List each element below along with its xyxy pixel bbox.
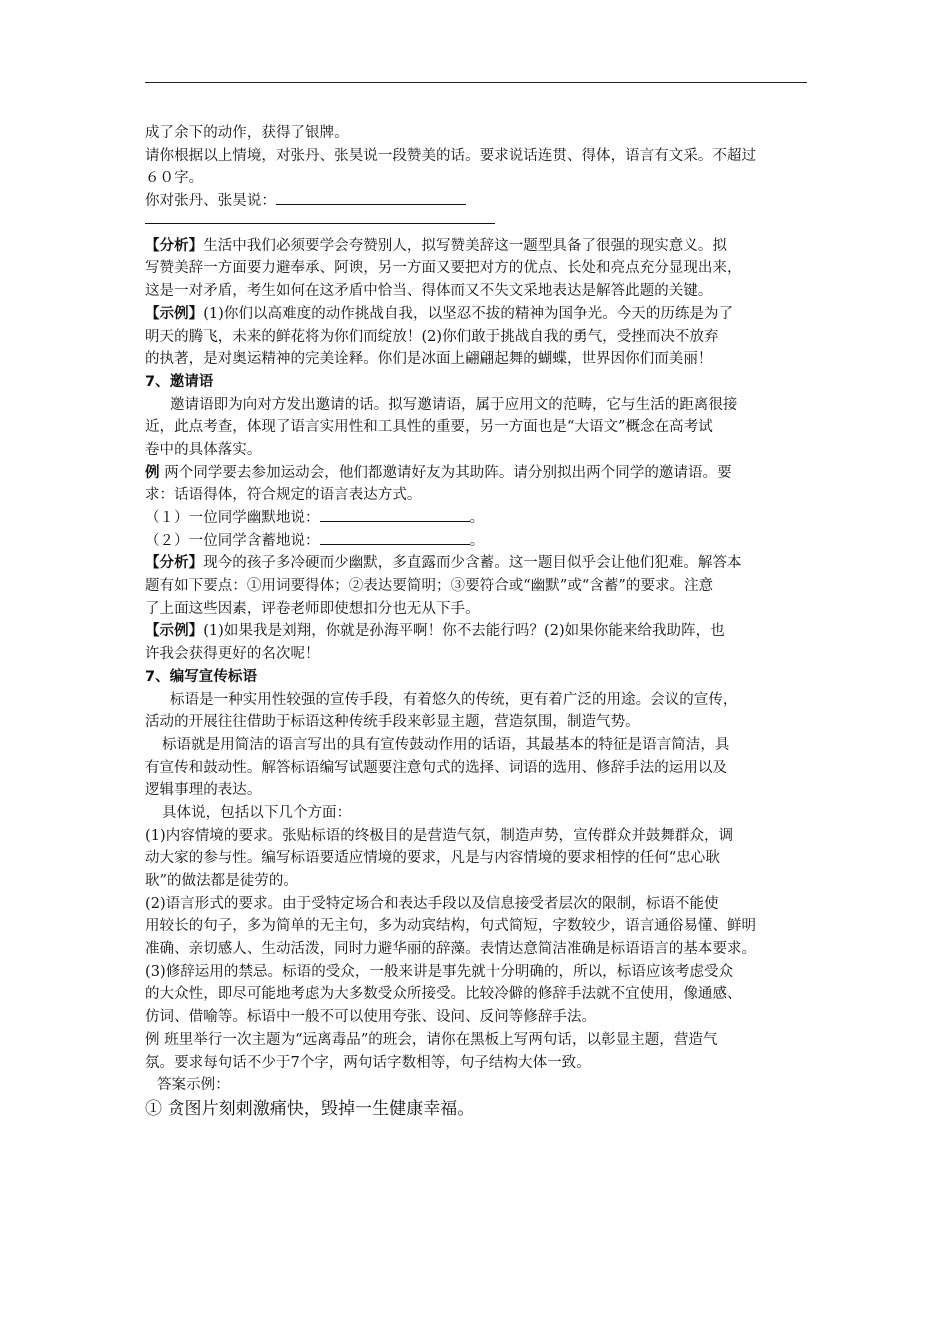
analysis-tag: 【分析】: [145, 236, 204, 254]
answer-blank-line: [145, 223, 495, 224]
answer-label: 答案示例：: [157, 1077, 230, 1094]
answer-example: ① 贪图片刻刺激痛快，毁掉一生健康幸福。: [145, 1098, 475, 1119]
body-line: 动大家的参与性。编写标语要适应情境的要求，凡是与内容情境的要求相悖的任何“忠心耿: [145, 850, 720, 867]
list-item: (1)内容情境的要求。张贴标语的终极目的是营造气氛，制造声势，宣传群众并鼓舞群众，调: [145, 827, 734, 844]
list-item: (2)语言形式的要求。由于受特定场合和表达手段以及信息接受者层次的限制，标语不能使: [145, 895, 719, 912]
body-line: 氛。要求每句话不少于7个字，两句话字数相等，句子结构大体一致。: [145, 1054, 591, 1071]
answer-blank: [320, 530, 470, 545]
section-heading-invitation: 7、邀请语: [145, 373, 214, 390]
example-tag: 【示例】: [145, 622, 204, 640]
body-line: 题有如下要点：①用词要得体；②表达要简明；③要符合或“幽默”或“含蓄”的要求。注意: [145, 578, 714, 595]
question-2-line: （２）一位同学含蓄地说： 。: [145, 530, 809, 553]
body-line: 卷中的具体落实。: [145, 441, 262, 458]
body-line: 活动的开展往往借助于标语这种传统手段来彰显主题，营造氛围，制造气势。: [145, 714, 640, 731]
answer-blank: [276, 190, 466, 205]
body-line: 成了余下的动作，获得了银牌。: [145, 125, 349, 141]
body-line: 这是一对矛盾，考生如何在这矛盾中恰当、得体而又不失文采地表达是解答此题的关键。: [145, 283, 713, 300]
body-line: 有宣传和鼓动性。解答标语编写试题要注意句式的选择、词语的选用、修辞手法的运用以及: [145, 759, 727, 776]
example-question-line: 例 两个同学要去参加运动会，他们都邀请好友为其助阵。请分别拟出两个同学的邀请语。要: [145, 464, 732, 481]
body-line: 许我会获得更好的名次呢！: [145, 646, 320, 663]
body-line: 逻辑事理的表达。: [145, 782, 262, 799]
answer-prompt: 你对张丹、张昊说：: [145, 193, 276, 210]
body-line: 了上面这些因素，评卷老师即使想扣分也无从下手。: [145, 600, 480, 617]
body-line: 准确、亲切感人、生动活泼，同时力避华丽的辞藻。表情达意简洁准确是标语语言的基本要求。: [145, 941, 757, 958]
body-line: 具体说，包括以下几个方面：: [162, 804, 352, 821]
body-line: 标语就是用简洁的语言写出的具有宣传鼓动作用的话语，其最基本的特征是语言简洁，具: [162, 736, 730, 753]
body-line: 仿词、借喻等。标语中一般不可以使用夸张、设问、反问等修辞手法。: [145, 1009, 597, 1026]
analysis-tag: 【分析】: [145, 554, 204, 572]
document-body: [145, 122, 809, 1122]
body-line: 明天的腾飞，未来的鲜花将为你们而绽放！(2)你们敢于挑战自我的勇气，受挫而决不放弃: [145, 328, 719, 345]
example-tag: 例: [145, 464, 160, 481]
body-line: 写赞美辞一方面要力避奉承、阿谀，另一方面又要把对方的优点、长处和亮点充分显现出来，: [145, 260, 742, 277]
section-heading-slogan: 7、编写宣传标语: [145, 668, 257, 685]
example-tag: 【示例】: [145, 304, 204, 322]
body-line: 标语是一种实用性较强的宣传手段，有着悠久的传统，更有着广泛的用途。会议的宣传，: [170, 691, 738, 708]
answer-prompt-line: [145, 190, 809, 213]
body-line: ６０字。: [145, 170, 204, 187]
body-line: 耿”的做法都是徒劳的。: [145, 873, 298, 889]
body-line: 求：话语得体，符合规定的语言表达方式。: [145, 487, 422, 504]
body-line: 的执著，是对奥运精神的完美诠释。你们是冰面上翩翩起舞的蝴蝶，世界因你们而美丽！: [145, 351, 713, 368]
body-line: 近，此点考查，体现了语言实用性和工具性的重要，另一方面也是“大语文”概念在高考试: [145, 419, 713, 436]
body-line: 用较长的句子，多为简单的无主句，多为动宾结构，句式简短，字数较少，语言通俗易懂、鲜明: [145, 918, 757, 935]
analysis-line: 【分析】生活中我们必须要学会夸赞别人，拟写赞美辞这一题型具备了很强的现实意义。拟: [145, 236, 727, 254]
body-line: 邀请语即为向对方发出邀请的话。拟写邀请语，属于应用文的范畴，它与生活的距离很接: [170, 396, 738, 413]
header-rule: [145, 82, 807, 83]
example-line: 【示例】(1)如果我是刘翔，你就是孙海平啊！你不去能行吗？(2)如果你能来给我助阵，也: [145, 622, 725, 640]
body-line: 请你根据以上情境，对张丹、张昊说一段赞美的话。要求说话连贯、得体，语言有文采。不超过: [145, 147, 757, 164]
question-1-line: （１）一位同学幽默地说： 。: [145, 507, 809, 530]
example-question-line: 例 班里举行一次主题为“远离毒品”的班会，请你在黑板上写两句话，以彰显主题，营造气: [145, 1031, 718, 1048]
list-item: (3)修辞运用的禁忌。标语的受众，一般来讲是事先就十分明确的，所以，标语应该考虑受众: [145, 963, 734, 980]
answer-blank: [320, 507, 470, 522]
analysis-line: 【分析】现今的孩子多冷硬而少幽默，多直露而少含蓄。这一题目似乎会让他们犯难。解答本: [145, 554, 742, 572]
example-line: 【示例】(1)你们以高难度的动作挑战自我，以坚忍不拔的精神为国争光。今天的历练是为了: [145, 304, 734, 322]
body-line: 的大众性，即尽可能地考虑为大多数受众所接受。比较冷僻的修辞手法就不宜使用，像通感、: [145, 986, 742, 1003]
